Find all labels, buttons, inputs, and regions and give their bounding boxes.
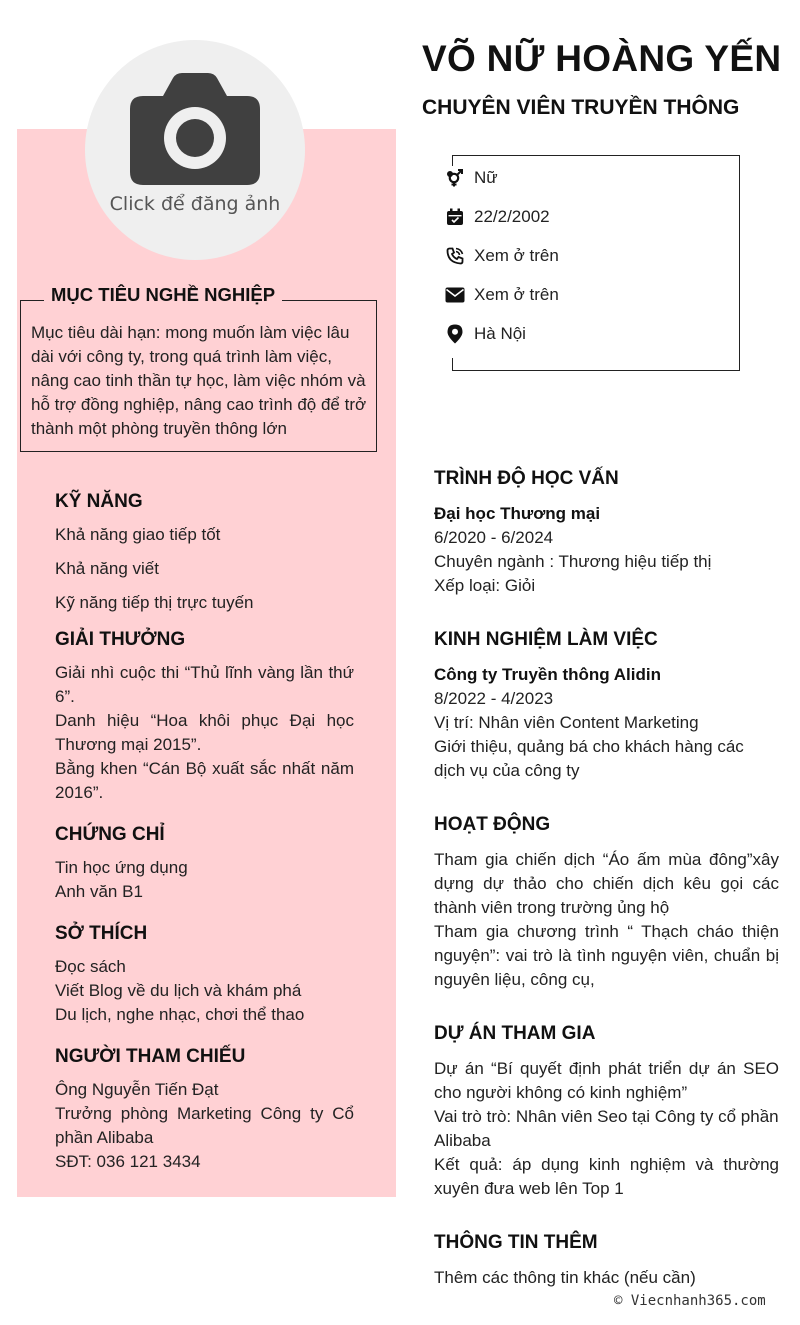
objective-title: MỤC TIÊU NGHỀ NGHIỆP <box>44 284 282 306</box>
certificates-title: CHỨNG CHỈ <box>55 824 165 845</box>
footer-watermark: © Viecnhanh365.com <box>614 1293 766 1309</box>
projects-title: DỰ ÁN THAM GIA <box>434 1023 596 1044</box>
award-item: Giải nhì cuộc thi “Thủ lĩnh vàng lần thứ 6”. <box>55 663 354 706</box>
contact-birthday-value: 22/2/2002 <box>474 207 550 226</box>
envelope-icon <box>445 285 465 305</box>
project-item: Kết quả: áp dụng kinh nghiệm và thường xuyên đưa web lên Top 1 <box>434 1155 779 1198</box>
gender-icon <box>445 168 465 188</box>
hobby-item: Đọc sách <box>55 957 126 976</box>
contact-birthday <box>445 205 554 229</box>
experience-title: KINH NGHIỆM LÀM VIỆC <box>434 629 658 650</box>
avatar-upload[interactable] <box>85 40 305 260</box>
hobby-item: Viết Blog về du lịch và khám phá <box>55 981 302 1000</box>
education-title: TRÌNH ĐỘ HỌC VẤN <box>434 468 619 489</box>
contact-email <box>445 283 563 307</box>
education-major: Chuyên ngành : Thương hiệu tiếp thị <box>434 552 712 571</box>
job-title: CHUYÊN VIÊN TRUYỀN THÔNG <box>422 96 740 119</box>
contact-email-value: Xem ở trên <box>474 285 559 304</box>
hobby-item: Du lịch, nghe nhạc, chơi thể thao <box>55 1005 305 1024</box>
contact-address <box>445 322 530 346</box>
activity-item: Tham gia chương trình “ Thạch cháo thiện nguyện”: vai trò là tình nguyện viên, chuẩn bị nguyên liệu, công cụ, <box>434 922 779 989</box>
contact-phone-value: Xem ở trên <box>474 246 559 265</box>
camera-icon <box>129 72 261 186</box>
references-title: NGƯỜI THAM CHIẾU <box>55 1046 246 1067</box>
activity-item: Tham gia chiến dịch “Áo ấm mùa đông”xây dựng dự thảo cho chiến dịch kêu gọi các thành viên trong trường ủng hộ <box>434 850 779 917</box>
skill-item: Khả năng giao tiếp tốt <box>55 525 221 544</box>
phone-icon <box>445 246 465 266</box>
reference-phone: SĐT: 036 121 3434 <box>55 1152 201 1171</box>
candidate-name: VÕ NỮ HOÀNG YẾN <box>422 38 782 79</box>
contact-gender-value: Nữ <box>474 168 498 187</box>
activities-title: HOẠT ĐỘNG <box>434 814 551 835</box>
award-item: Danh hiệu “Hoa khôi phục Đại học Thương mại 2015”. <box>55 711 354 754</box>
awards-title: GIẢI THƯỞNG <box>55 629 186 650</box>
skill-item: Kỹ năng tiếp thị trực tuyến <box>55 593 254 612</box>
contact-phone <box>445 244 563 268</box>
certificate-item: Tin học ứng dụng <box>55 858 188 877</box>
skills-title: KỸ NĂNG <box>55 491 143 512</box>
calendar-icon <box>445 207 465 227</box>
contact-gender <box>445 166 502 190</box>
skill-item: Khả năng viết <box>55 559 159 578</box>
contact-address-value: Hà Nội <box>474 324 526 343</box>
experience-description: Giới thiệu, quảng bá cho khách hàng các dịch vụ của công ty <box>434 737 744 780</box>
objective-text: Mục tiêu dài hạn: mong muốn làm việc lâu dài với công ty, trong quá trình làm việc, nâng cao tinh thần tự học, làm việc nhóm và hỗ trợ đồng nghiệp, nâng cao trình độ để trở thành một phòng truyền thông lớn <box>31 323 367 438</box>
reference-position: Trưởng phòng Marketing Công ty Cổ phần Alibaba <box>55 1104 354 1147</box>
reference-name: Ông Nguyễn Tiến Đạt <box>55 1080 219 1099</box>
experience-period: 8/2022 - 4/2023 <box>434 689 554 708</box>
award-item: Bằng khen “Cán Bộ xuất sắc nhất năm 2016”. <box>55 759 354 802</box>
project-item: Vai trò trò: Nhân viên Seo tại Công ty cổ phần Alibaba <box>434 1107 779 1150</box>
experience-role: Vị trí: Nhân viên Content Marketing <box>434 713 699 732</box>
avatar-upload-label: Click để đăng ảnh <box>109 193 281 215</box>
extra-info-text: Thêm các thông tin khác (nếu cần) <box>434 1268 696 1287</box>
experience-company: Công ty Truyền thông Alidin <box>434 665 661 684</box>
certificate-item: Anh văn B1 <box>55 882 143 901</box>
extra-info-title: THÔNG TIN THÊM <box>434 1232 598 1253</box>
location-pin-icon <box>445 324 465 344</box>
education-grade: Xếp loại: Giỏi <box>434 576 536 595</box>
education-period: 6/2020 - 6/2024 <box>434 528 554 547</box>
hobbies-title: SỞ THÍCH <box>55 923 148 944</box>
project-item: Dự án “Bí quyết định phát triển dự án SEO cho người không có kinh nghiệm” <box>434 1059 779 1102</box>
education-school: Đại học Thương mại <box>434 504 601 523</box>
